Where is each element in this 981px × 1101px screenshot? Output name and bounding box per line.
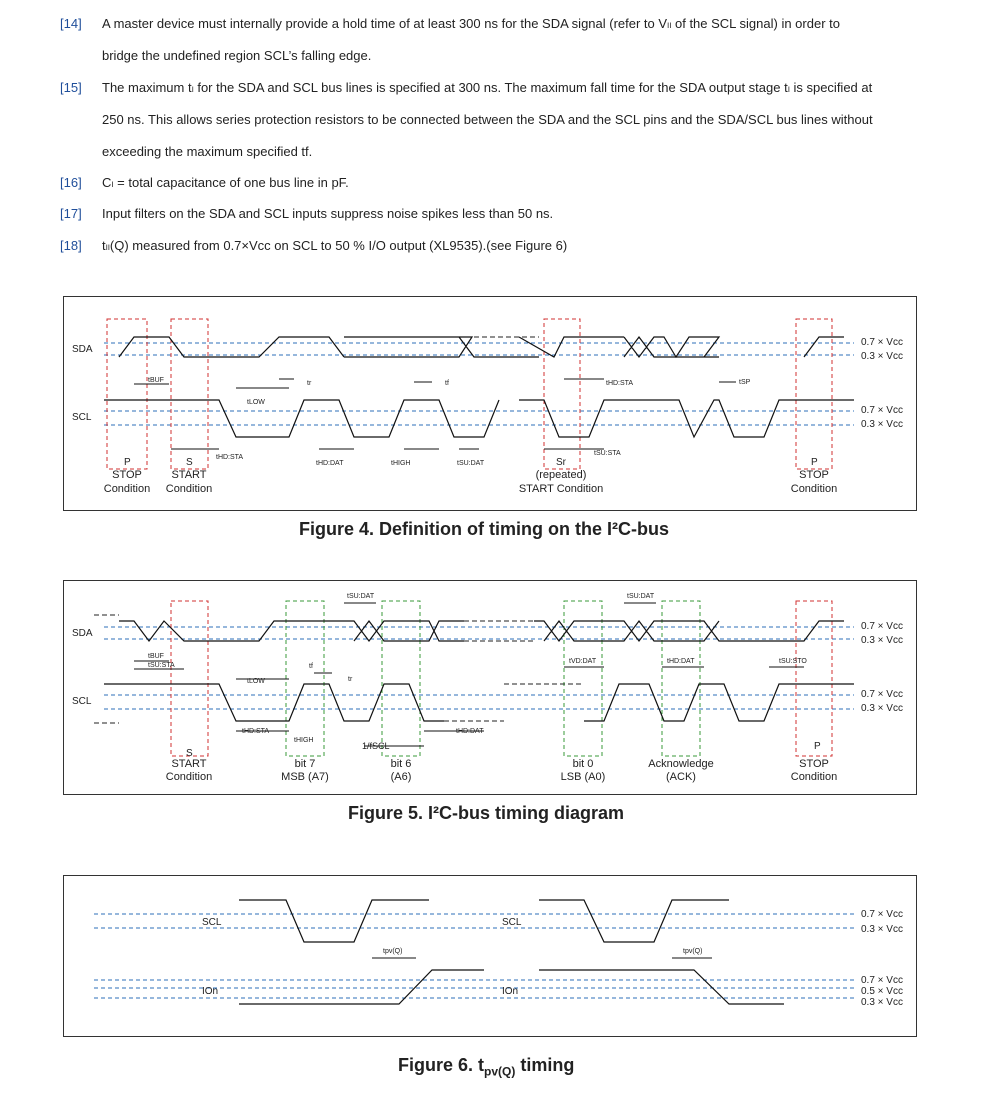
signal-label: IOn (502, 986, 519, 997)
caption-main: Figure 6. t (398, 1055, 485, 1075)
signal-label: SCL (502, 917, 522, 928)
caption-tail: timing (515, 1055, 575, 1075)
level-label: 0.7 × Vcc (861, 975, 903, 986)
level-label: 0.3 × Vcc (861, 351, 903, 362)
note-line: A master device must internally provide a hold time of at least 300 ns for the SDA signal (refer to Vₗₗ of the SCL signal) in order to (102, 16, 840, 31)
bit-sub: MSB (A7) (281, 771, 329, 783)
note-line: bridge the undefined region SCL’s falling edge. (102, 48, 372, 63)
note-ref: [14] (60, 16, 82, 31)
condition-sub: Condition (790, 771, 838, 783)
signal-label: SDA (72, 344, 93, 355)
level-label: 0.7 × Vcc (861, 405, 903, 416)
condition-letter: S (186, 457, 193, 468)
note-ref: [15] (60, 80, 82, 95)
timing-label: tSU:DAT (627, 593, 655, 600)
figure-5-diagram (63, 580, 917, 795)
timing-label: tSU:STA (148, 662, 175, 669)
scl-waveform (104, 684, 854, 721)
timing-label: tSU:DAT (347, 593, 375, 600)
timing-arrows (134, 603, 804, 746)
signal-label: IOn (202, 986, 219, 997)
figure-6-caption (398, 1055, 574, 1079)
level-label: 0.7 × Vcc (861, 337, 903, 348)
level-label: 0.7 × Vcc (861, 689, 903, 700)
figure-4-diagram (63, 296, 917, 511)
bit-7-box (286, 601, 324, 756)
bit-sub: LSB (A0) (560, 771, 606, 783)
bit-name: Acknowledge (648, 758, 714, 770)
level-label: 0.3 × Vcc (861, 997, 903, 1008)
bit-name: bit 6 (390, 758, 412, 770)
timing-label: tHIGH (391, 460, 411, 467)
condition-sub: START Condition (518, 483, 604, 495)
timing-label: tLOW (247, 399, 265, 406)
signal-label: SCL (202, 917, 222, 928)
timing-label: tpv(Q) (683, 948, 703, 955)
timing-label: tHD:STA (242, 728, 270, 735)
timing-label: tf (309, 663, 313, 670)
note-line: The maximum tₗ for the SDA and SCL bus lines is specified at 300 ns. The maximum fall time for the SDA output stage tₗ is specified at (102, 80, 873, 95)
scl-waveform (104, 400, 854, 437)
timing-label: tVD:DAT (569, 658, 597, 665)
bit-name: bit 0 (572, 758, 594, 770)
note-ref: [17] (60, 206, 82, 221)
timing-label: tr (307, 380, 312, 387)
condition-letter: P (811, 457, 818, 468)
signal-label: SCL (72, 696, 92, 707)
level-label: 0.5 × Vcc (861, 986, 903, 997)
timing-label: tr (348, 676, 353, 683)
timing-label: tHIGH (294, 737, 314, 744)
level-label: 0.3 × Vcc (861, 924, 903, 935)
timing-label: 1/fSCL (362, 741, 390, 751)
level-label: 0.3 × Vcc (861, 419, 903, 430)
note-line: tₗₗ(Q) measured from 0.7×Vcc on SCL to 50 % I/O output (XL9535).(see Figure 6) (102, 238, 568, 253)
note-line: Cₗ = total capacitance of one bus line in pF. (102, 175, 349, 190)
condition-letter: P (124, 457, 131, 468)
condition-sub: Condition (103, 483, 151, 495)
note-line: Input filters on the SDA and SCL inputs suppress noise spikes less than 50 ns. (102, 206, 554, 221)
level-label: 0.7 × Vcc (861, 909, 903, 920)
condition-letter: P (814, 741, 821, 752)
timing-label: tHD:DAT (456, 728, 484, 735)
timing-label: tf (445, 380, 449, 387)
ack-box (662, 601, 700, 756)
timing-label: tSU:DAT (457, 460, 485, 467)
sda-continuation (94, 615, 534, 641)
timing-arrows (134, 379, 736, 449)
start-box (171, 319, 208, 469)
timing-label: tHD:STA (606, 380, 634, 387)
condition-sub: Condition (165, 771, 213, 783)
bit-sub: (A6) (390, 771, 412, 783)
condition-letter: Sr (556, 457, 566, 468)
bit-6-box (382, 601, 420, 756)
caption-sub: pv(Q) (484, 1064, 516, 1079)
stop-box (107, 319, 147, 469)
condition-name: START (171, 758, 207, 770)
figure-6-diagram (63, 875, 917, 1037)
figure-4-caption: Figure 4. Definition of timing on the I²C-bus (299, 519, 669, 539)
condition-name: START (171, 469, 207, 481)
sda-waveform (119, 337, 844, 357)
bit-0-box (564, 601, 602, 756)
scl-waveform (239, 900, 729, 942)
note-line: exceeding the maximum specified tf. (102, 144, 313, 159)
level-label: 0.7 × Vcc (861, 621, 903, 632)
condition-name: (repeated) (535, 469, 587, 481)
timing-label: tSP (739, 379, 751, 386)
note-ref: [18] (60, 238, 82, 253)
timing-label: tHD:STA (216, 454, 244, 461)
timing-label: tLOW (247, 678, 265, 685)
condition-name: STOP (112, 469, 142, 481)
stop-box (796, 319, 832, 469)
note-ref: [16] (60, 175, 82, 190)
condition-name: STOP (799, 469, 829, 481)
condition-sub: Condition (165, 483, 213, 495)
stop-box (796, 601, 832, 756)
condition-sub: Condition (790, 483, 838, 495)
timing-label: tBUF (148, 653, 164, 660)
sda-waveform (119, 621, 844, 641)
level-label: 0.3 × Vcc (861, 703, 903, 714)
signal-label: SCL (72, 412, 92, 423)
timing-label: tHD:DAT (316, 460, 344, 467)
timing-label: tSU:STO (779, 658, 807, 665)
bit-name: bit 7 (294, 758, 316, 770)
timing-label: tBUF (148, 377, 164, 384)
figure-5-caption: Figure 5. I²C-bus timing diagram (348, 803, 625, 823)
level-lines (104, 627, 854, 709)
level-label: 0.3 × Vcc (861, 635, 903, 646)
bit-sub: (ACK) (666, 771, 696, 783)
timing-label: tSU:STA (594, 450, 621, 457)
timing-label: tHD:DAT (667, 658, 695, 665)
scl-continuation (94, 684, 584, 723)
timing-label: tpv(Q) (383, 948, 403, 955)
condition-name: STOP (799, 758, 829, 770)
start-box (171, 601, 208, 756)
condition-letter: S (186, 748, 193, 759)
note-line: 250 ns. This allows series protection resistors to be connected between the SDA and the SCL pins and the SDA/SCL bus lines without (102, 112, 873, 127)
signal-label: SDA (72, 628, 93, 639)
